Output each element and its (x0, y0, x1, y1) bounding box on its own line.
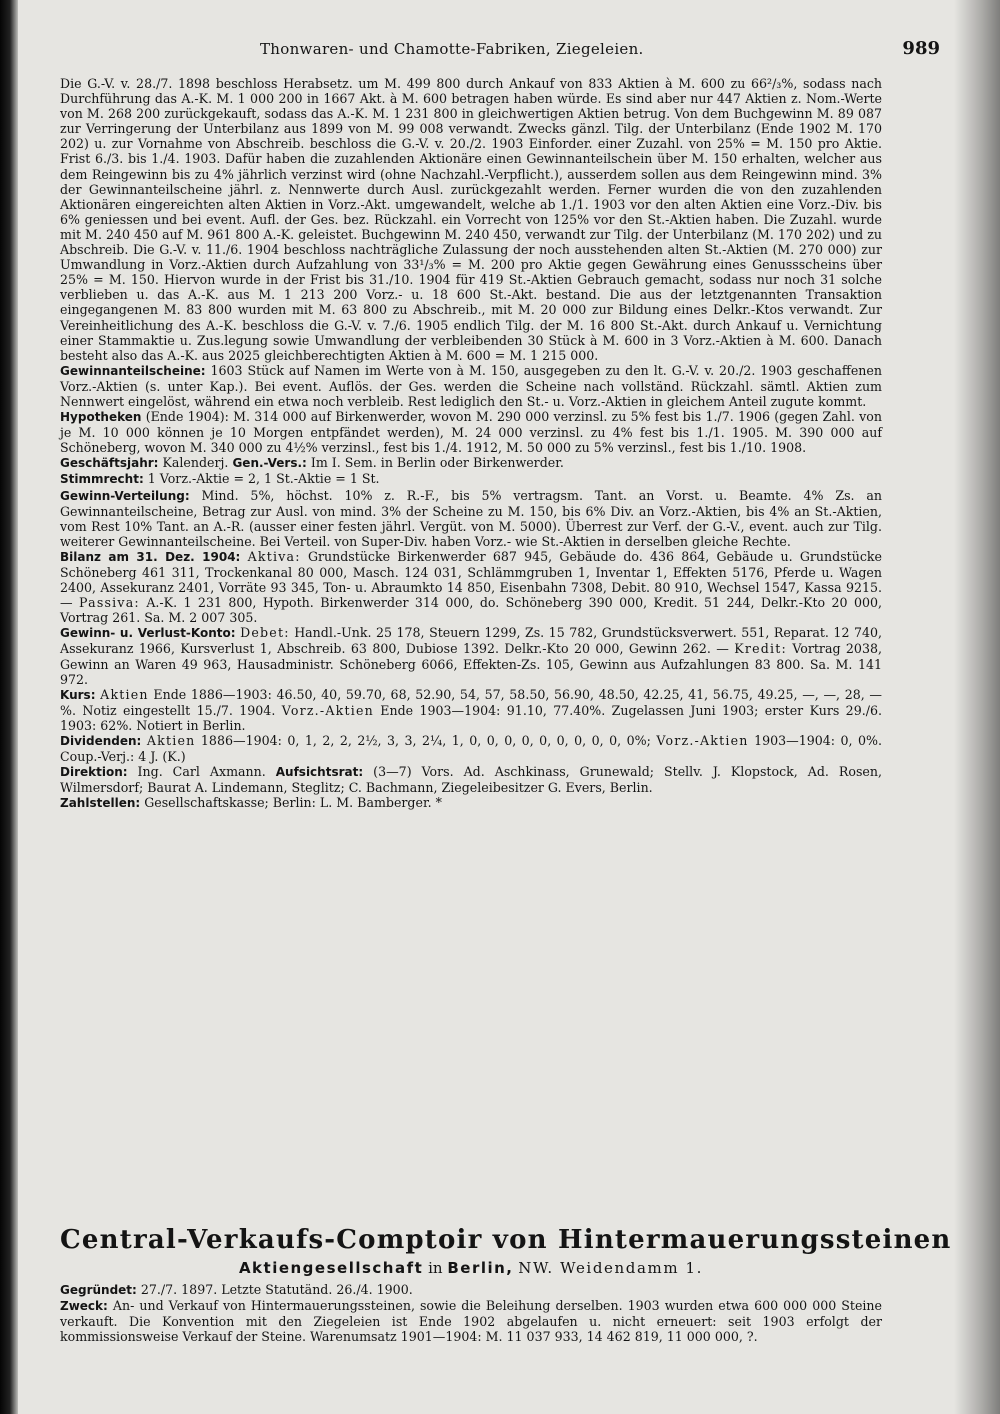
page-gutter-shadow (954, 0, 1000, 1414)
section-text: 1886—1904: 0, 1, 2, 2, 2½, 3, 3, 2¼, 1, 0, 0, 0, 0, 0, 0, 0, 0, 0, 0%; (200, 733, 651, 749)
section-text: An- und Verkauf von Hintermauerungssteinen, sowie die Beleihung derselben. 1903 wurden etwa 600 000 000 Steine verkauft. Die Konvention mit den Ziegeleien ist Ende 1902 abgelaufen u. nicht erneuert: seit 1903 erfolgt der kommissionsweise Verkauf der Steine. Warenumsatz 1901—1904: M. 11 037 933, 14 462 819, 11 000 000, ?. (60, 1298, 882, 1345)
section-text: 1603 Stück auf Namen im Werte von à M. 150, ausgegeben zu den lt. G.-V. v. 20./2. 1903 geschaffenen Vorz.-Aktien (s. unter Kap.). Bei event. Auflös. der Ges. werden die Scheine nach vollständ. Rückzahl. sämtl. Aktien zum Nennwert eingelöst, während ein etwa noch verbleib. Rest lediglich den St.- u. Vorz.-Aktien in gleichem Anteil zugute kommt. (60, 362, 882, 409)
section-stimmrecht (60, 471, 882, 487)
company-entry (60, 1224, 952, 1345)
entry-body (60, 76, 882, 812)
section-label: Gegründet: (60, 1283, 137, 1297)
section-text: (3—7) Vors. Ad. Aschkinass, Grunewald; Stellv. J. Klopstock, Ad. Rosen, Wilmersdorf; Baurat A. Lindemann, Steglitz; C. Bachmann, Ziegeleibesitzer G. Evers, Berlin. (60, 764, 882, 796)
section-text: Grundstücke Birkenwerder 687 945, Gebäude do. 436 864, Gebäude u. Grundstücke Schöneberg 461 311, Trockenkanal 80 000, Masch. 124 031, Schlämmgruben 1, Inventar 1, Effekten 5176, Pferde u. Wagen 2400, Assekuranz 2401, Vorräte 93 345, Ton- u. Abraumkto 14 850, Eisenbahn 7308, Debit. 80 910, Wechsel 1547, Kassa 9215. — (60, 548, 882, 611)
section-gewinnanteilscheine (60, 363, 882, 409)
company-city: Berlin, (447, 1259, 514, 1277)
section-gewinn-verlust-konto (60, 625, 882, 686)
section-label: Kurs: (60, 687, 96, 702)
company-in-word: in (428, 1259, 443, 1277)
section-text: 27./7. 1897. Letzte Statutänd. 26./4. 1900. (140, 1282, 413, 1297)
section-geschaeftsjahr (60, 455, 882, 471)
subsection-label: Vorz.-Aktien (656, 733, 749, 749)
company-address: NW. Weidendamm 1. (518, 1259, 704, 1277)
page-header (60, 38, 940, 68)
company-section-gegruendet (60, 1282, 882, 1298)
section-text: Ende 1886—1903: 46.50, 40, 59.70, 68, 52.90, 54, 57, 58.50, 56.90, 48.50, 42.25, 41, 56.75, 49.25, —, —, 28, —%. Notiz eingestellt 15./7. 1904. (60, 686, 882, 718)
section-label: Zweck: (60, 1299, 108, 1314)
section-label: Zahlstellen: (60, 796, 141, 811)
company-title: Central-Verkaufs-Comptoir von Hintermauerungssteinen (60, 1225, 952, 1255)
section-label: Aufsichtsrat: (275, 765, 364, 780)
section-text: A.-K. 1 231 800, Hypoth. Birkenwerder 314 000, do. Schöneberg 390 000, Kredit. 51 244, Delkr.-Kto 20 000, Vortrag 261. Sa. M. 2 007 305. (60, 595, 882, 626)
company-legal-form: Aktiengesellschaft (238, 1259, 424, 1277)
subsection-label: Kredit: (734, 641, 787, 657)
subsection-label: Aktien (146, 733, 196, 749)
section-label: Hypotheken (60, 410, 142, 425)
section-label: Gewinn- u. Verlust-Konto: (60, 626, 236, 641)
page-number: 989 (902, 38, 940, 59)
intro-paragraph: Die G.-V. v. 28./7. 1898 beschloss Herabsetz. um M. 499 800 durch Ankauf von 833 Aktien à M. 600 zu 66²/₃%, sodass nach Durchführung das A.-K. M. 1 000 200 in 1667 Akt. à M. 600 betragen haben würde. Es sind aber nur 447 Aktien z. Nom.-Werte von M. 268 200 zurückgekauft, sodass das A.-K. M. 1 231 800 in gleichwertigen Aktien betrug. Von dem Buchgewinn M. 89 087 zur Verringerung der Unterbilanz aus 1899 von M. 99 008 verwandt. Zwecks gänzl. Tilg. der Unterbilanz (Ende 1902 M. 170 202) u. zur Vornahme von Abschreib. beschloss die G.-V. v. 20./2. 1903 Einforder. einer Zuzahl. von 25% = M. 150 pro Aktie. Frist 6./3. bis 1./4. 1903. Dafür haben die zuzahlenden Aktionäre einen Gewinnanteilschein über M. 150 erhalten, welcher aus dem Reingewinn bis zu 4% jährlich verzinst wird (ohne Nachzahl.-Verpflicht.), ausserdem sollen aus dem Reingewinn mind. 3% der Gewinnanteilscheine jährl. z. Nennwerte durch Ausl. zurückgezahlt werden. Ferner wurden die von den zuzahlenden Aktionären eingereichten alten Aktien in Vorz.-Akt. umgewandelt, welche ab 1./1. 1903 vor den alten Aktien eine Vorz.-Div. bis 6% geniessen und bei event. Aufl. der Ges. bez. Rückzahl. ein Vorrecht von 125% vor den St.-Aktien haben. Die Zuzahl. wurde mit M. 240 450 auf M. 961 800 A.-K. geleistet. Buchgewinn M. 240 450, verwandt zur Tilg. der Unterbilanz (M. 170 202) und zu Abschreib. Die G.-V. v. 11./6. 1904 beschloss nachträgliche Zulassung der noch ausstehenden alten St.-Aktien (M. 270 000) zur Umwandlung in Vorz.-Aktien durch Aufzahlung von 33¹/₃% = M. 200 pro Aktie gegen Gewährung eines Genussscheins über 25% = M. 150. Hiervon wurde in der Frist bis 31./10. 1904 für 419 St.-Aktien Gebrauch gemacht, sodass nur noch 31 solche verblieben u. das A.-K. aus M. 1 213 200 Vorz.- u. 18 600 St.-Akt. bestand. Die aus der letztgenannten Transaktion eingegangenen M. 83 800 wurden mit M. 63 800 zu Abschreib., mit M. 20 000 zur Bildung eines Delkr.-Ktos verwandt. Zur Vereinheitlichung des A.-K. beschloss die G.-V. v. 7./6. 1905 endlich Tilg. der M. 16 800 St.-Akt. durch Ankauf u. Vernichtung einer Stammaktie u. Zus.legung sowie Umwandlung der verbleibenden 30 Stück à M. 600 in 3 Vorz.-Aktien à M. 600. Danach besteht also das A.-K. aus 2025 gleichberechtigten Aktien à M. 600 = M. 1 215 000. (60, 76, 882, 363)
section-text: 1903—1904: 0, 0%. Coup.-Verj.: 4 J. (K.) (60, 733, 882, 765)
section-bilanz (60, 549, 882, 625)
subsection-label: Aktien (100, 686, 149, 702)
subsection-label: Debet: (240, 625, 290, 641)
section-label: Geschäftsjahr: (60, 456, 159, 471)
section-text: Kalenderj. (162, 455, 229, 471)
company-body (60, 1282, 882, 1344)
section-gewinn-verteilung (60, 488, 882, 549)
company-section-zweck (60, 1298, 882, 1344)
section-text: Vortrag 2038, Gewinn an Waren 49 963, Hausadministr. Schöneberg 6066, Effekten-Zs. 105, Gewinn aus Aufzahlungen 83 800. Sa. M. 141 972. (60, 641, 882, 687)
section-text: Mind. 5%, höchst. 10% z. R.-F., bis 5% vertragsm. Tant. an Vorst. u. Beamte. 4% Zs. an Gewinnanteilscheine, Betrag zur Ausl. von mind. 3% der Scheine zu M. 150, bis 6% Div. an Vorz.-Aktien, bis 4% an St.-Aktien, vom Rest 10% Tant. an A.-R. (ausser einer festen jährl. Vergüt. von M. 5000). Überrest zur Verf. der G.-V., event. auch zur Tilg. weiterer Gewinnanteilscheine. Bei Verteil. von Super-Div. haben Vorz.- wie St.-Aktien in derselben gleiche Rechte. (60, 487, 882, 549)
subsection-label: Passiva: (79, 595, 140, 611)
section-dividenden (60, 733, 882, 764)
section-text: Gesellschaftskasse; Berlin: L. M. Bamberger. * (144, 795, 442, 811)
section-label: Gewinn-Verteilung: (60, 488, 190, 503)
section-label: Gewinnanteilscheine: (60, 363, 206, 378)
scan-edge-shadow (0, 0, 18, 1414)
section-zahlstellen (60, 795, 882, 811)
subsection-label: Vorz.-Aktien (281, 702, 374, 718)
section-kurs (60, 687, 882, 733)
section-label: Stimmrecht: (60, 472, 144, 487)
company-subtitle (60, 1258, 882, 1278)
section-label: Gen.-Vers.: (232, 456, 307, 471)
running-head: Thonwaren- und Chamotte-Fabriken, Ziegeleien. (260, 40, 644, 58)
section-label: Bilanz am 31. Dez. 1904: (60, 549, 241, 564)
section-label: Dividenden: (60, 734, 142, 749)
section-text: (Ende 1904): M. 314 000 auf Birkenwerder, wovon M. 290 000 verzinsl. zu 5% fest bis 1./7. 1906 (gegen Zahl. von je M. 10 000 können je 10 Morgen entpfändet werden), M. 24 000 verzinsl. zu 4% fest bis 1./1. 1905. M. 390 000 auf Schöneberg, wovon M. 340 000 zu 4½% verzinsl., fest bis 1./4. 1912, M. 50 000 zu 5% verzinsl., fest bis 1./10. 1908. (60, 409, 882, 456)
subsection-label: Aktiva: (247, 548, 301, 564)
section-text: Handl.-Unk. 25 178, Steuern 1299, Zs. 15 782, Grundstücksverwert. 551, Reparat. 12 740, Assekuranz 1966, Kursverlust 1, Abschreib. 63 800, Dubiose 1392. Delkr.-Kto 20 000, Gewinn 262. — (60, 625, 883, 657)
section-direktion (60, 764, 882, 795)
section-hypotheken (60, 409, 882, 455)
section-label: Direktion: (60, 765, 128, 780)
section-text: 1 Vorz.-Aktie = 2, 1 St.-Aktie = 1 St. (147, 471, 380, 487)
section-text: Im I. Sem. in Berlin oder Birkenwerder. (310, 455, 564, 471)
section-text: Ing. Carl Axmann. (137, 764, 266, 780)
section-text: Ende 1903—1904: 91.10, 77.40%. Zugelassen Juni 1903; erster Kurs 29./6. 1903: 62%. Notiert in Berlin. (60, 702, 882, 733)
